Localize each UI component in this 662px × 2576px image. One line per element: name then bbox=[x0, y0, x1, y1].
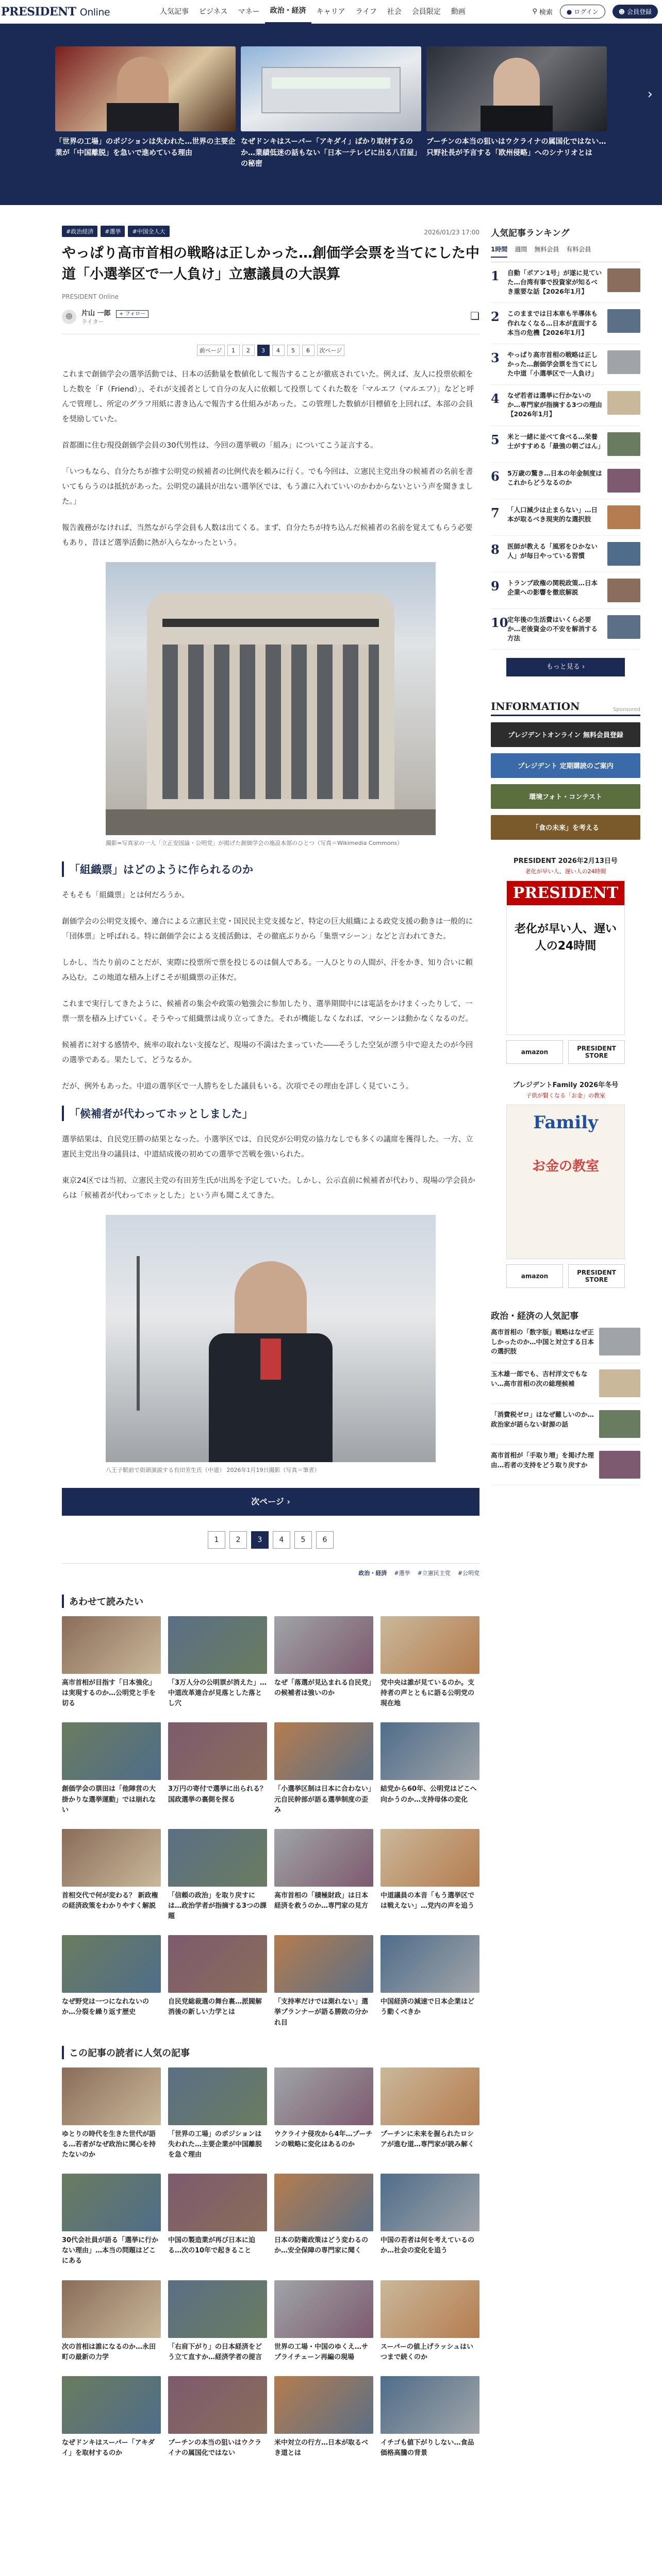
card-title: 中国経済の減速で日本企業はどう動くべきか bbox=[380, 1998, 475, 2016]
politics-thumbnail bbox=[599, 1328, 640, 1355]
popular-grid bbox=[62, 2067, 479, 2459]
pager-page[interactable]: 1 bbox=[227, 345, 240, 356]
pager-page[interactable]: 4 bbox=[273, 1531, 290, 1549]
card-thumbnail bbox=[62, 1829, 161, 1887]
card-title: 「信頼の政治」を取り戻すには…政治学者が指摘する3つの課題 bbox=[168, 1891, 267, 1921]
card-thumbnail bbox=[380, 2376, 479, 2434]
rank-title: 「人口減少は止まらない」…日本が取るべき現実的な選択肢 bbox=[507, 505, 598, 523]
pager-page[interactable]: 2 bbox=[229, 1531, 247, 1549]
rank-thumbnail bbox=[607, 469, 640, 493]
card-thumbnail bbox=[274, 1722, 373, 1780]
magazine-cover[interactable]: Family お金の教室 bbox=[506, 1105, 625, 1259]
buy-store-button[interactable]: PRESIDENT STORE bbox=[568, 1040, 625, 1064]
hero-carousel bbox=[0, 24, 662, 205]
person-add-icon: ☻ bbox=[618, 8, 625, 15]
card-thumbnail bbox=[62, 1935, 161, 1993]
pagination-bottom bbox=[62, 1531, 479, 1549]
rank-number: 10 bbox=[491, 615, 508, 630]
ranking-title: 人気記事ランキング bbox=[491, 228, 570, 239]
card-title: ゆとりの時代を生きた世代が語る…若者がなぜ政治に関心を持たないのか bbox=[62, 2130, 156, 2159]
card-thumbnail bbox=[380, 1616, 479, 1674]
article-card[interactable] bbox=[274, 1616, 373, 1709]
card-title: 中道議員の本音「もう選挙区では戦えない」…党内の声を追う bbox=[380, 1891, 475, 1910]
card-thumbnail bbox=[62, 1616, 161, 1674]
article-card[interactable] bbox=[168, 1616, 267, 1709]
pager-page[interactable]: 3 bbox=[257, 345, 270, 356]
article-card[interactable] bbox=[62, 2280, 161, 2363]
article-card[interactable] bbox=[274, 2174, 373, 2266]
paragraph: 報告義務がなければ、当然ながら学会員も人数は出てくる。まず、自分たちが持ち込んだ候補者の名前を覚えてもらう必要もあり、昔ほど選挙活動に熱が入らなかったという。 bbox=[62, 524, 473, 547]
article-source: PRESIDENT Online bbox=[62, 293, 119, 300]
card-thumbnail bbox=[380, 2174, 479, 2231]
category-tag[interactable]: #選挙 bbox=[394, 1570, 410, 1577]
card-thumbnail bbox=[168, 1935, 267, 1993]
card-thumbnail bbox=[62, 1722, 161, 1780]
card-title: 党中央は誰が見ているのか。支持者の声とともに語る公明党の現在地 bbox=[380, 1679, 475, 1708]
article-card[interactable] bbox=[62, 1935, 161, 2028]
politics-title: 玉木雄一郎でも、吉村洋文でもない…高市首相の次の総理候補 bbox=[491, 1370, 588, 1387]
article-card[interactable] bbox=[62, 1829, 161, 1922]
card-thumbnail bbox=[62, 2376, 161, 2434]
card-title: 高市首相の「積極財政」は日本経済を救うのか…専門家の見方 bbox=[274, 1891, 369, 1910]
rank-number: 5 bbox=[491, 432, 500, 447]
article-card[interactable] bbox=[274, 1829, 373, 1922]
pager-page[interactable]: 6 bbox=[316, 1531, 334, 1549]
article-body bbox=[62, 367, 479, 1475]
card-thumbnail bbox=[380, 1722, 479, 1780]
magazine-family: プレジデントFamily 2026年冬号 子供が賢くなる「お金」の教室 Family お金の教室 amazon PRESIDENT STORE bbox=[491, 1079, 640, 1288]
card-title: 「世界の工場」のポジションは失われた…主要企業が中国離脱を急ぐ理由 bbox=[168, 2130, 262, 2159]
rank-number: 6 bbox=[491, 468, 500, 484]
article-category-tags bbox=[62, 1563, 479, 1577]
ranking-item[interactable] bbox=[491, 385, 640, 426]
article-card[interactable] bbox=[168, 2376, 267, 2459]
politics-item[interactable] bbox=[491, 1363, 640, 1404]
card-thumbnail bbox=[380, 2067, 479, 2125]
ranking-item[interactable] bbox=[491, 463, 640, 499]
ranking-item[interactable] bbox=[491, 303, 640, 344]
rank-title: 5万歳の驚き…日本の年金制度はこれからどうなるのか bbox=[507, 469, 602, 486]
search-button[interactable]: ⚲ 検索 bbox=[532, 8, 553, 16]
rank-number: 1 bbox=[491, 268, 500, 283]
article-tag[interactable]: #選挙 bbox=[101, 226, 125, 237]
rank-thumbnail bbox=[607, 615, 640, 639]
pager-page[interactable]: 5 bbox=[294, 1531, 312, 1549]
card-title: 「小選挙区制は日本に合わない」元自民幹部が語る選挙制度の歪み bbox=[274, 1785, 372, 1814]
ranking-item[interactable] bbox=[491, 536, 640, 572]
logo-main: PRESIDENT bbox=[1, 5, 76, 19]
hero-card[interactable]: なぜドンキはスーパー「アキダイ」ばかり取材するのか…業績低迷の話もない「日本一テレビに出る八百屋」の秘密 bbox=[241, 46, 421, 170]
rank-thumbnail bbox=[607, 542, 640, 566]
article-card[interactable] bbox=[380, 1616, 479, 1709]
card-title: 「右肩下がり」の日本経済をどう立て直すか…経済学者の提言 bbox=[168, 2343, 262, 2361]
article-card[interactable] bbox=[380, 2280, 479, 2363]
ranking-item[interactable] bbox=[491, 426, 640, 463]
nav-item[interactable]: キャリア bbox=[316, 7, 345, 16]
paragraph: これまで創価学会の選挙活動では、日本の活動量を数値化して報告することが徹底されていた。例えば、友人に投票依頼をした数を「F（Friend）」、それが支援者として自分の友人に依頼して投票してくれた数を「マルエフ（マルエフ）」などと呼んで管理し、所定のグラフ用紙に書き込んで報告する仕組みがあった。この管理した数値が目標値を上回れば、本部の会員を奨励していた。 bbox=[62, 370, 474, 423]
ranking-item[interactable] bbox=[491, 609, 640, 650]
bookmark-icon[interactable]: ❏ bbox=[470, 310, 479, 322]
card-thumbnail bbox=[168, 1722, 267, 1780]
card-title: 自民党総裁選の舞台裏…派閥解消後の新しい力学とは bbox=[168, 1998, 262, 2016]
article-card[interactable] bbox=[380, 1935, 479, 2028]
avatar[interactable]: ☻ bbox=[62, 310, 76, 324]
nav-item[interactable]: 人気記事 bbox=[160, 7, 189, 16]
politics-thumbnail bbox=[599, 1369, 640, 1397]
article-card[interactable] bbox=[62, 1616, 161, 1709]
card-title: 中国の若者は何を考えているのか…社会の変化を追う bbox=[380, 2236, 475, 2255]
card-thumbnail bbox=[274, 1829, 373, 1887]
politics-list bbox=[491, 1321, 640, 1485]
article-card[interactable] bbox=[168, 1935, 267, 2028]
card-thumbnail bbox=[168, 2174, 267, 2231]
politics-title: 高市首相が「手取り増」を掲げた理由…若者の支持をどう取り戻すか bbox=[491, 1451, 594, 1469]
rank-title: 医師が教える「風邪をひかない人」が毎日やっている習慣 bbox=[507, 542, 598, 560]
politics-item[interactable] bbox=[491, 1445, 640, 1485]
card-title: 首相交代で何が変わる？ 新政権の経済政策をわかりやすく解説 bbox=[62, 1891, 158, 1910]
rank-thumbnail bbox=[607, 432, 640, 456]
article-card[interactable] bbox=[380, 2174, 479, 2266]
card-thumbnail bbox=[168, 2376, 267, 2434]
category-tag[interactable]: #公明党 bbox=[457, 1570, 479, 1577]
card-title: プーチンの本当の狙いはウクライナの属国化ではない bbox=[168, 2438, 261, 2457]
paragraph: これまで実行してきたように、候補者の集会や政策の勉強会に参加したり、選挙期間中には電話をかけまくったりして、一票一票を積み上げていく。そうやって組織票は成り立ってきた。それが機能しなくなれば、マシーンは動かなくなるのだ。 bbox=[62, 999, 473, 1023]
article-card[interactable] bbox=[274, 1935, 373, 2028]
paragraph: 東京24区では当初、立憲民主党の有田芳生氏が出馬を予定していた。しかし、公示直前に候補者が代わり、現場の学会員からは「候補者が代わってホッとした」という声も聞こえてきた。 bbox=[62, 1176, 475, 1200]
pagination-top bbox=[62, 345, 479, 356]
nav-item[interactable]: ライフ bbox=[355, 7, 377, 16]
article-card[interactable] bbox=[62, 2174, 161, 2266]
author-name[interactable]: 片山 一郎 bbox=[81, 310, 111, 317]
card-title: なぜ「落選が見込まれる自民党」の候補者は強いのか bbox=[274, 1679, 372, 1698]
category-tag[interactable]: #立憲民主党 bbox=[417, 1570, 451, 1577]
rank-thumbnail bbox=[607, 350, 640, 374]
author-block bbox=[62, 308, 479, 334]
article-card[interactable] bbox=[62, 1722, 161, 1815]
card-title: ウクライナ侵攻から4年…プーチンの戦略に変化はあるのか bbox=[274, 2130, 373, 2148]
register-button[interactable]: ☻ 会員登録 bbox=[613, 5, 658, 19]
rank-thumbnail bbox=[607, 391, 640, 415]
article-card[interactable] bbox=[380, 1722, 479, 1815]
card-title: 30代会社員が語る「選挙に行かない理由」…本当の問題はどこにある bbox=[62, 2236, 159, 2265]
user-icon: ● bbox=[566, 8, 572, 15]
search-icon: ⚲ bbox=[532, 8, 537, 15]
card-title: なぜドンキはスーパー「アキダイ」を取材するのか bbox=[62, 2438, 155, 2457]
logo-sub: Online bbox=[79, 6, 110, 18]
article-card[interactable] bbox=[168, 2067, 267, 2160]
card-thumbnail bbox=[62, 2280, 161, 2338]
card-thumbnail bbox=[274, 1935, 373, 1993]
paragraph: だが、例外もあった。中道の選挙区で一人勝ちをした議員もいる。次項でその理由を詳しく見ていこう。 bbox=[62, 1082, 413, 1091]
magazine-president: PRESIDENT 2026年2月13日号 老化が早い人、遅い人の24時間 PRESIDENT 老化が早い人、遅い人の24時間 amazon PRESIDENT STORE bbox=[491, 855, 640, 1064]
buy-amazon-button[interactable]: amazon bbox=[506, 1040, 563, 1064]
article-card[interactable] bbox=[274, 2280, 373, 2363]
card-title: 世界の工場・中国のゆくえ…サプライチェーン再編の現場 bbox=[274, 2343, 369, 2361]
article-photo bbox=[106, 562, 436, 835]
card-thumbnail bbox=[380, 1935, 479, 1993]
card-title: 次の首相は誰になるのか…永田町の最新の力学 bbox=[62, 2343, 156, 2361]
photo-caption: 八王子駅前で街頭演説する有田芳生氏（中道） 2026年1月19日撮影（写真＝筆者） bbox=[106, 1466, 320, 1473]
paragraph: 創価学会の公明党支援や、連合による立憲民主党・国民民主党支援など、特定の巨大組織による政党支援の動きは一般的に「団体票」と呼ばれる。特に創価学会による支援活動は、その徹底ぶりから「集票マシーン」などと言われてきた。 bbox=[62, 917, 473, 941]
politics-title: 高市首相の「数字版」戦略はなぜ正しかったのか…中国と対立する日本の選択肢 bbox=[491, 1328, 594, 1355]
pager-page[interactable]: 5 bbox=[287, 345, 300, 356]
card-thumbnail bbox=[168, 1616, 267, 1674]
rank-title: やっぱり高市首相の戦略は正しかった…創価学会票を当てにした中道「小選挙区で一人負け」 bbox=[507, 350, 598, 377]
top-header bbox=[0, 0, 662, 24]
rank-thumbnail bbox=[607, 309, 640, 333]
card-title: 米中対立の行方…日本が取るべき道とは bbox=[274, 2438, 369, 2457]
nav-item[interactable]: マネー bbox=[238, 7, 260, 16]
login-button[interactable]: ● ログイン bbox=[560, 5, 605, 19]
rank-thumbnail bbox=[607, 579, 640, 602]
card-thumbnail bbox=[274, 2280, 373, 2338]
paragraph: そもそも「組織票」とは何だろうか。 bbox=[62, 891, 189, 900]
article-card[interactable] bbox=[380, 2067, 479, 2160]
pager-page[interactable]: 3 bbox=[251, 1531, 269, 1549]
ranking-list bbox=[491, 262, 640, 650]
article-title: やっぱり高市首相の戦略は正しかった…創価学会票を当てにした中道「小選挙区で一人負け」立憲議員の大誤算 bbox=[62, 245, 479, 282]
recommend-grid bbox=[62, 1616, 479, 2028]
ad-banner[interactable]: 環境フォト・コンテスト bbox=[491, 784, 640, 809]
card-title: 3万円の寄付で選挙に出られる？ 国政選挙の裏側を探る bbox=[168, 1785, 267, 1804]
card-title: 創価学会の票田は「他陣営の大掛かりな選挙運動」では崩れない bbox=[62, 1785, 156, 1814]
ranking-item[interactable] bbox=[491, 262, 640, 303]
card-title: プーチンに未来を握られたロシアが進む道…専門家が読み解く bbox=[380, 2130, 475, 2148]
article-card[interactable] bbox=[274, 1722, 373, 1815]
card-title: 中国の製造業が再び日本に迫る…次の10年で起きること bbox=[168, 2236, 256, 2255]
article-card[interactable] bbox=[168, 1829, 267, 1922]
card-thumbnail bbox=[168, 1829, 267, 1887]
hero-card[interactable]: 「世界の工場」のポジションは失われた…世界の主要企業が「中国離脱」を急いで進めている理由 bbox=[55, 46, 236, 170]
ranking-tab[interactable]: 無料会員 bbox=[534, 246, 559, 253]
pager-next-button[interactable]: 次ページ bbox=[317, 345, 345, 356]
pager-page[interactable]: 6 bbox=[302, 345, 315, 356]
article-card[interactable] bbox=[274, 2376, 373, 2459]
rank-thumbnail bbox=[607, 505, 640, 529]
card-title: 「支持率だけでは測れない」選挙プランナーが語る勝敗の分かれ目 bbox=[274, 1998, 369, 2027]
card-thumbnail bbox=[274, 2376, 373, 2434]
card-title: イチゴも値下がりしない…食品価格高騰の背景 bbox=[380, 2438, 474, 2457]
paragraph: 候補者に対する感情や、統率の取れない支援など、現場の不満はたまっていた――そうした空気が漂う中で迎えたのが今回の選挙である。果たして、どうなるか。 bbox=[62, 1041, 473, 1064]
article-card[interactable] bbox=[274, 2067, 373, 2160]
popular-heading: この記事の読者に人気の記事 bbox=[62, 2046, 479, 2059]
hero-card[interactable]: プーチンの本当の狙いはウクライナの属国化ではない…只野社長が予言する「欧州侵略」へのシナリオとは bbox=[426, 46, 607, 170]
rank-number: 7 bbox=[491, 505, 500, 520]
card-thumbnail bbox=[380, 2280, 479, 2338]
ad-list bbox=[491, 722, 640, 840]
paragraph: 首都圏に住む現役創価学会員の30代男性は、今回の選挙戦の「組み」についてこう証言する。 bbox=[62, 442, 378, 450]
paragraph: 選挙結果は、自民党圧勝の結果となった。小選挙区では、自民党が公明党の協力なしでも多くの議席を獲得した。一方、立憲民主党出身の議員は、中道結成後の初めての選挙で苦戦を強いられた。 bbox=[62, 1135, 473, 1159]
rank-number: 2 bbox=[491, 309, 500, 325]
ad-banner[interactable]: プレジデント 定期購読のご案内 bbox=[491, 753, 640, 778]
card-thumbnail bbox=[168, 2067, 267, 2125]
card-thumbnail bbox=[274, 2067, 373, 2125]
rank-title: このままでは日本車も半導体も作れなくなる…日本が直面する本当の危機【2026年1月】 bbox=[507, 310, 598, 336]
politics-thumbnail bbox=[599, 1451, 640, 1479]
nav-item[interactable]: ビジネス bbox=[199, 7, 228, 16]
ranking-more-button[interactable]: もっと見る › bbox=[506, 658, 625, 676]
rank-number: 3 bbox=[491, 350, 500, 365]
rank-title: 自動「ボアン1号」が遂に見ていた…台湾有事で投資家が知るべき重要な話【2026年1月】 bbox=[507, 269, 602, 296]
buy-store-button[interactable]: PRESIDENT STORE bbox=[568, 1264, 625, 1288]
politics-item[interactable] bbox=[491, 1404, 640, 1445]
nav-item[interactable]: 会員限定 bbox=[411, 7, 441, 16]
magazine-cover[interactable]: PRESIDENT 老化が早い人、遅い人の24時間 bbox=[506, 880, 625, 1035]
ranking-item[interactable] bbox=[491, 344, 640, 385]
article-tag[interactable]: #中国全人大 bbox=[128, 226, 169, 237]
section-heading: 「候補者が代わってホッとしました」 bbox=[62, 1106, 479, 1121]
ranking-tab[interactable]: 週間 bbox=[515, 246, 527, 253]
card-thumbnail bbox=[62, 2067, 161, 2125]
rank-title: なぜ若者は選挙に行かないのか…専門家が指摘する3つの理由【2026年1月】 bbox=[507, 392, 602, 418]
card-thumbnail bbox=[168, 2280, 267, 2338]
card-title: 結党から60年、公明党はどこへ向かうのか…支持母体の変化 bbox=[380, 1785, 477, 1804]
carousel-next-icon[interactable]: › bbox=[647, 87, 653, 102]
ranking-tab[interactable]: 1時間 bbox=[491, 245, 507, 258]
ranking-tab[interactable]: 有料会員 bbox=[566, 246, 591, 253]
rank-number: 8 bbox=[491, 541, 500, 557]
recommend-heading: あわせて読みたい bbox=[62, 1595, 479, 1608]
ad-banner[interactable]: プレジデントオンライン 無料会員登録 bbox=[491, 722, 640, 747]
politics-thumbnail bbox=[599, 1410, 640, 1438]
section-heading: 「組織票」はどのように作られるのか bbox=[62, 861, 479, 877]
photo-caption: 撮影=写真家の一人「立正安国論・公明党」が掲げた創価学会の施設本部のひとつ（写真＝Wikimedia Commons） bbox=[106, 840, 403, 846]
information-heading: INFORMATION Sponsored bbox=[491, 700, 640, 716]
site-logo[interactable] bbox=[0, 5, 155, 19]
nav-item[interactable]: 社会 bbox=[387, 7, 402, 16]
article-card[interactable] bbox=[168, 2280, 267, 2363]
rank-title: 米と一緒に並べて食べる…栄養士がすすめる「最強の朝ごはん」 bbox=[507, 432, 604, 450]
rank-title: 定年後の生活費はいくら必要か…老後資金の不安を解消する方法 bbox=[507, 615, 598, 642]
ranking-item[interactable] bbox=[491, 572, 640, 609]
card-thumbnail bbox=[380, 1829, 479, 1887]
global-nav bbox=[155, 0, 532, 24]
rank-title: トランプ政権の関税政策…日本企業への影響を徹底解説 bbox=[507, 579, 598, 596]
author-role: ライター bbox=[81, 318, 104, 325]
nav-item[interactable]: 政治・経済 bbox=[265, 0, 311, 24]
card-thumbnail bbox=[274, 1616, 373, 1674]
ranking-tabs bbox=[491, 245, 640, 262]
rank-number: 9 bbox=[491, 578, 500, 594]
pager-prev-button[interactable]: 前ページ bbox=[197, 345, 225, 356]
paragraph: しかし、当たり前のことだが、実際に投票所で票を投じるのは個人である。一人ひとりの人間が、汗をかき、知り合いに頼み込む。この地道な積み上げこそが組織票の正体だ。 bbox=[62, 958, 473, 982]
card-title: なぜ野党は一つになれないのか…分裂を繰り返す歴史 bbox=[62, 1998, 150, 2016]
pager-page[interactable]: 1 bbox=[208, 1531, 225, 1549]
hero-image bbox=[426, 46, 607, 131]
article-card[interactable] bbox=[168, 1722, 267, 1815]
politics-item[interactable] bbox=[491, 1321, 640, 1363]
follow-button[interactable]: + フォロー bbox=[116, 310, 148, 318]
hero-image bbox=[241, 46, 421, 131]
rank-thumbnail bbox=[607, 268, 640, 292]
hero-image bbox=[55, 46, 236, 131]
card-thumbnail bbox=[274, 2174, 373, 2231]
category-tag[interactable]: 政治・経済 bbox=[358, 1570, 387, 1577]
politics-title: 「消費税ゼロ」はなぜ難しいのか…政治家が語らない財源の話 bbox=[491, 1411, 594, 1428]
nav-item[interactable]: 動画 bbox=[451, 7, 466, 16]
article-card[interactable] bbox=[380, 2376, 479, 2459]
buy-amazon-button[interactable]: amazon bbox=[506, 1264, 563, 1288]
ranking-item[interactable] bbox=[491, 499, 640, 536]
article-card[interactable] bbox=[62, 2067, 161, 2160]
paragraph: 「いつもなら、自分たちが推す公明党の候補者の比例代表を頼みに行く。でも今回は、立憲民主党出身の候補者の名前を書いてもらうのは抵抗があった。公明党の議員が出ない選挙区では、もう誰に入れていいのかわからないという声を聞きました。」 bbox=[62, 468, 473, 506]
card-title: 「3万人分の公明票が消えた」…中道改革連合が見落とした落とし穴 bbox=[168, 1679, 267, 1708]
card-title: スーパーの値上げラッシュはいつまで続くのか bbox=[380, 2343, 474, 2361]
article-tag[interactable]: #政治経済 bbox=[62, 226, 97, 237]
card-title: 日本の防衛政策はどう変わるのか…安全保障の専門家に聞く bbox=[274, 2236, 369, 2255]
article-card[interactable] bbox=[62, 2376, 161, 2459]
sidebar bbox=[491, 226, 640, 2459]
politics-heading: 政治・経済の人気記事 bbox=[491, 1311, 578, 1321]
article-main bbox=[62, 226, 479, 2459]
next-page-button[interactable]: 次ページ › bbox=[62, 1488, 479, 1516]
article-card[interactable] bbox=[380, 1829, 479, 1922]
ad-banner[interactable]: 「食の未来」を考える bbox=[491, 815, 640, 840]
article-photo bbox=[106, 1215, 436, 1462]
article-card[interactable] bbox=[168, 2174, 267, 2266]
pager-page[interactable]: 2 bbox=[242, 345, 255, 356]
rank-number: 4 bbox=[491, 391, 500, 406]
pager-page[interactable]: 4 bbox=[272, 345, 285, 356]
card-title: 高市首相が目指す「日本強化」は実現するのか…公明党と手を切る bbox=[62, 1679, 156, 1708]
card-thumbnail bbox=[62, 2174, 161, 2231]
article-date: 2026/01/23 17:00 bbox=[424, 229, 479, 236]
